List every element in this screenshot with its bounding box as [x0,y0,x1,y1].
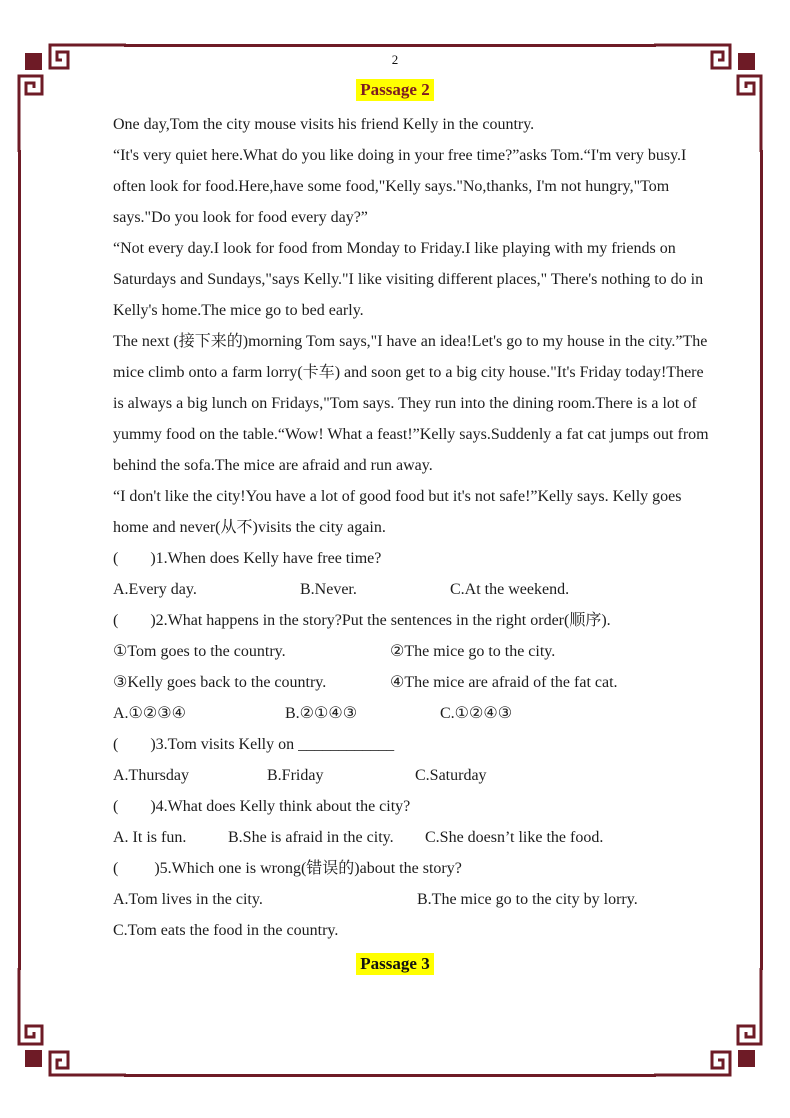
option: B.Friday [267,767,324,784]
passage-text-line: One day,Tom the city mouse visits his friend Kelly in the country. [113,116,535,133]
question-2-options [113,698,709,729]
passage-text-line: Saturdays and Sundays,"says Kelly."I like visiting different places," There's nothing to do in [113,271,704,288]
option: C.①②④③ [440,705,513,722]
option: B.The mice go to the city by lorry. [417,891,638,908]
passage-text-line: “Not every day.I look for food from Monday to Friday.I like playing with my friends on [113,240,676,257]
option: C.At the weekend. [450,581,570,598]
passage-3-title: Passage 3 [356,953,433,975]
question-4-stem: ( )4.What does Kelly think about the city? [113,798,411,815]
passage-2-content [113,109,709,946]
passage-text-line: is always a big lunch on Fridays,"Tom says. They run into the dining room.There is a lot of [113,395,697,412]
question-2-sentences [113,636,709,667]
question-5-options [113,915,709,946]
question-4-options [113,822,709,853]
option: A.Thursday [113,767,189,784]
option: A. It is fun. [113,829,187,846]
question-2-stem: ( )2.What happens in the story?Put the sentences in the right order(顺序). [113,612,611,629]
passage-text-line: “It's very quiet here.What do you like doing in your free time?”asks Tom.“I'm very busy.I [113,147,687,164]
option: B.Never. [300,581,357,598]
option: C.Tom eats the food in the country. [113,922,339,939]
option: B.②①④③ [285,705,358,722]
page-number: 2 [391,52,399,67]
passage-text-line: “I don't like the city!You have a lot of good food but it's not safe!”Kelly says. Kelly goes [113,488,682,505]
question-1-options [113,574,709,605]
option: A.Every day. [113,581,197,598]
passage-text-line: home and never(从不)visits the city again. [113,519,386,536]
question-2-sentences [113,667,709,698]
passage-text-line: Kelly's home.The mice go to bed early. [113,302,364,319]
passage-text-line: The next (接下来的)morning Tom says,"I have an idea!Let's go to my house in the city.”The [113,333,708,350]
frame-line-top [124,44,656,47]
passage-text-line: often look for food.Here,have some food,"Kelly says."No,thanks, I'm not hungry,"Tom [113,178,670,195]
passage-text-line: yummy food on the table.“Wow! What a feast!”Kelly says.Suddenly a fat cat jumps out from [113,426,709,443]
passage-2-title: Passage 2 [356,79,433,101]
passage-text-line: says."Do you look for food every day?” [113,209,368,226]
question-3-stem: ( )3.Tom visits Kelly on ____________ [113,736,395,753]
sentence-item: ①Tom goes to the country. [113,643,286,660]
frame-line-left [18,150,21,970]
option: C.She doesn’t like the food. [425,829,604,846]
passage-text-line: mice climb onto a farm lorry(卡车) and soon get to a big city house."It's Friday today!There [113,364,704,381]
corner-ornament-bottom-left-icon [16,968,126,1078]
question-1-stem: ( )1.When does Kelly have free time? [113,550,382,567]
passage-text-line: behind the sofa.The mice are afraid and run away. [113,457,433,474]
passage-2-heading [0,79,790,101]
corner-ornament-bottom-right-icon [654,968,764,1078]
option: C.Saturday [415,767,487,784]
frame-line-right [760,150,763,970]
question-5-options [113,884,709,915]
option: A.①②③④ [113,705,186,722]
option: A.Tom lives in the city. [113,891,263,908]
frame-line-bottom [124,1074,656,1077]
sentence-item: ③Kelly goes back to the country. [113,674,327,691]
sentence-item: ②The mice go to the city. [390,643,556,660]
sentence-item: ④The mice are afraid of the fat cat. [390,674,618,691]
option: B.She is afraid in the city. [228,829,394,846]
question-5-stem: ( )5.Which one is wrong(错误的)about the story? [113,860,462,877]
question-3-options [113,760,709,791]
passage-3-heading [0,953,790,975]
